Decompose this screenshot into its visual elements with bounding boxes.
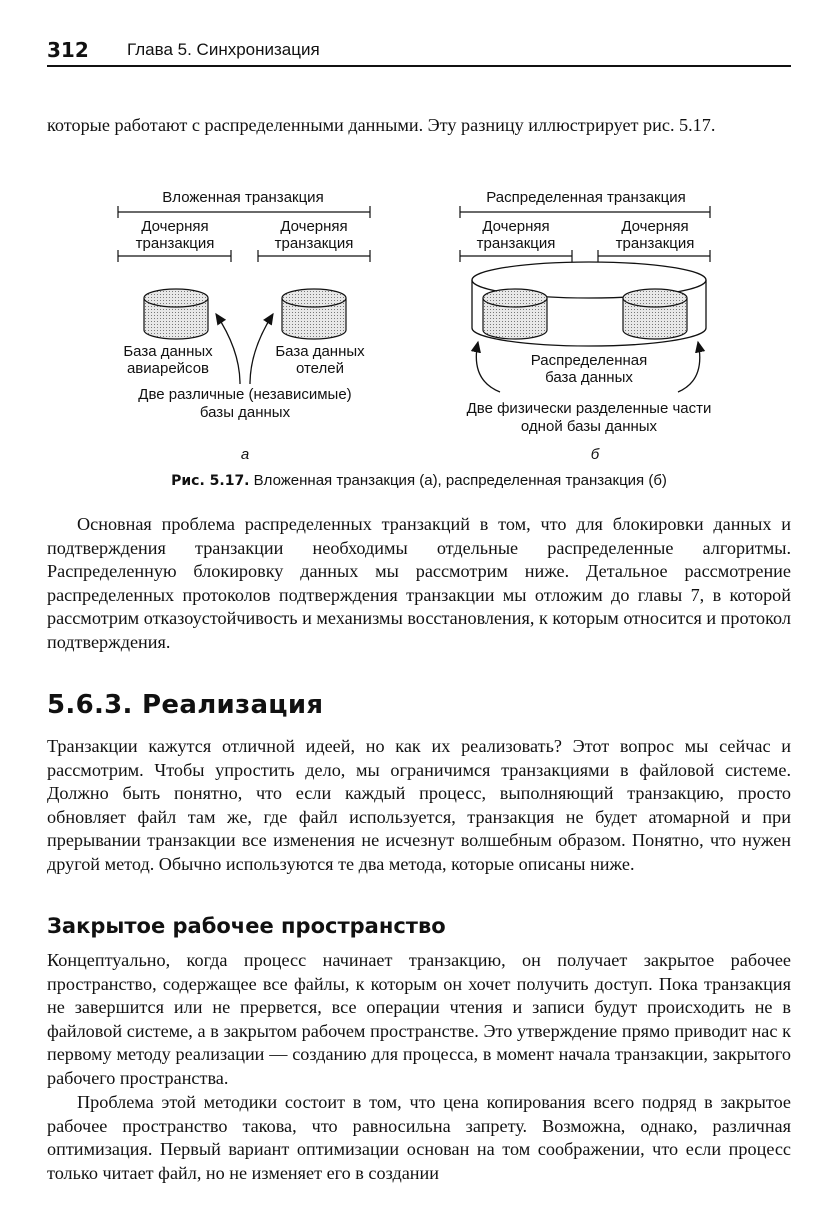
database-icon (144, 289, 208, 339)
paragraph-5: Проблема этой методики состоит в том, что цена копирования всего подряд в закрытое рабочее пространство такова, что равносильна запрету. Возможна, однако, различная оптимизация. Первый вариант оптимизации основан на том соображении, что если процесс только читает файл, но не изменяет его в создании (47, 1092, 791, 1183)
distributed-child1-line2: транзакция (476, 235, 556, 252)
distributed-transaction-diagram (460, 189, 711, 463)
nested-child2-line1: Дочерняя (280, 218, 348, 235)
sublabel-b: б (590, 446, 600, 463)
distributed-note-line2: одной базы данных (520, 418, 658, 435)
distributed-db-line1: Распределенная (530, 352, 648, 369)
caption-label: Рис. 5.17. (171, 473, 250, 489)
db-flights-line1: База данных (123, 343, 213, 360)
nested-child2-line2: транзакция (274, 235, 354, 252)
figure-caption (47, 472, 791, 489)
intro-paragraph: которые работают с распределенными данными. Эту разницу иллюстрирует рис. 5.17. (47, 115, 716, 135)
distributed-note-line1: Две физически разделенные части (466, 400, 712, 417)
nested-child1-line2: транзакция (135, 235, 215, 252)
paragraph-4: Концептуально, когда процесс начинает транзакцию, он получает закрытое рабочее пространство, содержащее все файлы, к которым он хочет получить доступ. Пока транзакция не завершится или не прервется, все операции чтения и записи будут происходить не в файловой системе, а в закрытом рабочем пространстве. Это утверждение прямо приводит нас к первому методу реализации — созданию для процесса, в момент начала транзакции, закрытого рабочего пространства. (47, 950, 791, 1088)
distributed-child2-line1: Дочерняя (621, 218, 689, 235)
figure-5-17 (100, 180, 740, 470)
distributed-child2-line2: транзакция (615, 235, 695, 252)
nested-child1-line1: Дочерняя (141, 218, 209, 235)
paragraph-2: Основная проблема распределенных транзакций в том, что для блокировки данных и подтверждения транзакции необходимы отдельные распределенные алгоритмы. Распределенную блокировку данных мы рассмотрим ниже. Детальное рассмотрение распределенных протоколов подтверждения транзакции мы отложим до главы 7, в которой рассмотрим отказоустойчивость и механизмы восстановления, к которым относится и протокол подтверждения. (47, 514, 791, 652)
sublabel-a: а (240, 446, 250, 463)
database-icon (483, 289, 547, 339)
database-icon (282, 289, 346, 339)
chapter-title: Глава 5. Синхронизация (127, 40, 320, 59)
db-hotels-line1: База данных (275, 343, 365, 360)
running-head (47, 37, 791, 67)
db-hotels-line2: отелей (295, 360, 345, 377)
database-icon (623, 289, 687, 339)
arrow-icon (250, 314, 273, 384)
section-heading: 5.6.3. Реализация (47, 690, 324, 720)
nested-transaction-diagram (118, 189, 370, 463)
page-number: 312 (47, 38, 89, 62)
paragraph-3: Транзакции кажутся отличной идеей, но как их реализовать? Этот вопрос мы сейчас и рассмотрим. Чтобы упростить дело, мы ограничимся транзакциями в файловой системе. Должно быть понятно, что если каждый процесс, выполняющий транзакцию, просто обновляет файл там же, где файл используется, транзакция не будет атомарной и при прерывании транзакции все изменения не исчезнут волшебным образом. Понятно, что нужен другой метод. Обычно используются те два метода, которые описаны ниже. (47, 736, 791, 874)
arrow-icon (678, 342, 700, 392)
arrow-icon (476, 342, 500, 392)
nested-title: Вложенная транзакция (162, 189, 324, 206)
nested-note-line1: Две различные (независимые) (138, 386, 352, 403)
arrow-icon (216, 314, 240, 384)
subsection-heading: Закрытое рабочее пространство (47, 914, 446, 938)
distributed-db-line2: база данных (545, 369, 633, 386)
caption-text: Вложенная транзакция (а), распределенная транзакция (б) (253, 472, 667, 489)
distributed-title: Распределенная транзакция (486, 189, 686, 206)
nested-note-line2: базы данных (199, 404, 291, 421)
distributed-child1-line1: Дочерняя (482, 218, 550, 235)
db-flights-line2: авиарейсов (126, 360, 210, 377)
